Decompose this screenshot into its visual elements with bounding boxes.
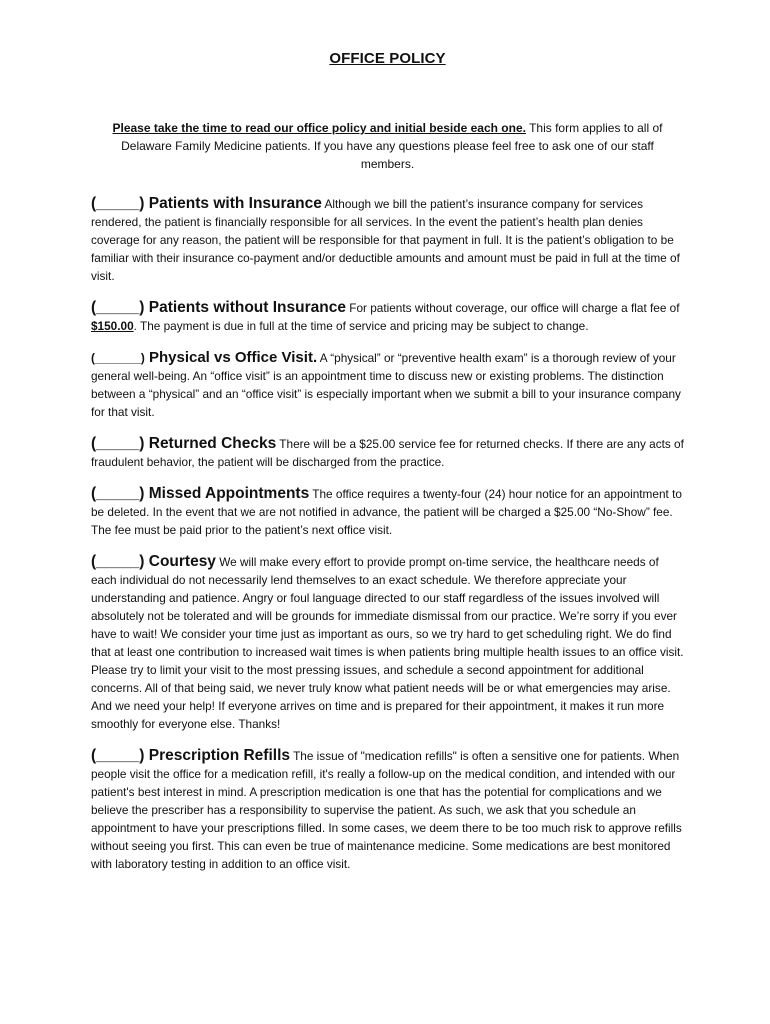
flat-fee-amount: $150.00 [91,319,134,333]
policy-heading: Physical vs Office Visit. [144,349,318,366]
intro-text: This form applies to all of Delaware Family Medicine patients. If you have any questions please feel free to ask one of our staff members. [121,121,663,171]
policy-insurance [91,195,684,285]
initial-blank[interactable]: (_____) [91,553,145,570]
page-title: OFFICE POLICY [329,50,446,67]
policy-heading: Prescription Refills [144,747,291,764]
policy-prescription-refills [91,747,684,873]
policy-body: Although we bill the patient’s insurance company for services rendered, the patient is financially responsible for all services. In the event the patient’s health plan denies coverage for any reason, the patient will be responsible for that payment in full. It is the patient’s obligation to be familiar with their insurance co-payment and/or deductible amounts and amount must be paid in full at the time of visit. [91,197,680,283]
policy-body: For patients without coverage, our office will charge a flat fee of [345,301,680,315]
initial-blank[interactable]: (_____) [91,485,145,502]
policy-body: The office requires a twenty-four (24) hour notice for an appointment to be deleted. In the event that we are not notified in advance, the patient will be charged a $25.00 “No-Show” fee. The fee must be paid prior to the patient’s next office visit. [91,487,682,537]
policy-returned-checks [91,435,684,471]
policy-body: The issue of "medication refills" is often a sensitive one for patients. When people visit the office for a medication refill, it's really a follow-up on the medical condition, and intended with our patient's best interest in mind. A prescription medication is one that has the potential for complications and we believe the prescriber has a responsibility to supervise the patient. As such, we ask that you schedule an appointment to have your prescriptions filled. In some cases, we deem there to be too much risk to approve refills without seeing you first. This can even be true of maintenance medicine. Some medications are best monitored with laboratory testing in addition to an office visit. [91,749,682,871]
intro-lead: Please take the time to read our office policy and initial beside each one. [112,121,526,135]
policy-physical [91,349,684,421]
initial-blank[interactable]: (_____) [91,195,145,212]
policy-body: A “physical” or “preventive health exam” is a thorough review of your general well-being. An “office visit” is an appointment time to discuss new or existing problems. The distinction between a “physical” and an “office visit” is especially important when we submit a bill to your insurance company for that visit. [91,351,681,419]
initial-blank[interactable]: (_____) [91,299,145,316]
policy-heading: Returned Checks [144,435,277,452]
initial-blank[interactable]: (_____) [91,747,145,764]
policy-heading: Courtesy [144,553,216,570]
initial-blank[interactable]: (_______) [91,351,145,365]
policy-heading: Patients without Insurance [144,299,346,316]
policy-body: There will be a $25.00 service fee for returned checks. If there are any acts of fraudulent behavior, the patient will be discharged from the practice. [91,437,684,469]
policy-heading: Patients with Insurance [144,195,322,212]
policy-courtesy [91,553,684,733]
initial-blank[interactable]: (_____) [91,435,145,452]
policy-body-continued: . The payment is due in full at the time of service and pricing may be subject to change. [133,319,589,333]
policy-heading: Missed Appointments [144,485,310,502]
policy-body: We will make every effort to provide prompt on-time service, the healthcare needs of each individual do not necessarily lend themselves to an exact schedule. We therefore appreciate your understanding and patience. Angry or foul language directed to our staff regardless of the issues involved will absolutely not be tolerated and will be grounds for immediate dismissal from our practice. We’re sorry if you ever have to wait! We consider your time just as important as ours, so we try hard to get scheduling right. We do find that at least one contribution to increased wait times is when patients bring multiple health issues to an office visit. Please try to limit your visit to the most pressing issues, and schedule a second appointment for additional concerns. All of that being said, we never truly know what patient needs will be or what emergencies may arise. And we need your help! If everyone arrives on time and is prepared for their appointment, it makes it run more smoothly for everyone else. Thanks! [91,555,684,731]
intro-paragraph [93,119,682,173]
policy-no-insurance [91,299,684,335]
policy-missed-appointments [91,485,684,539]
